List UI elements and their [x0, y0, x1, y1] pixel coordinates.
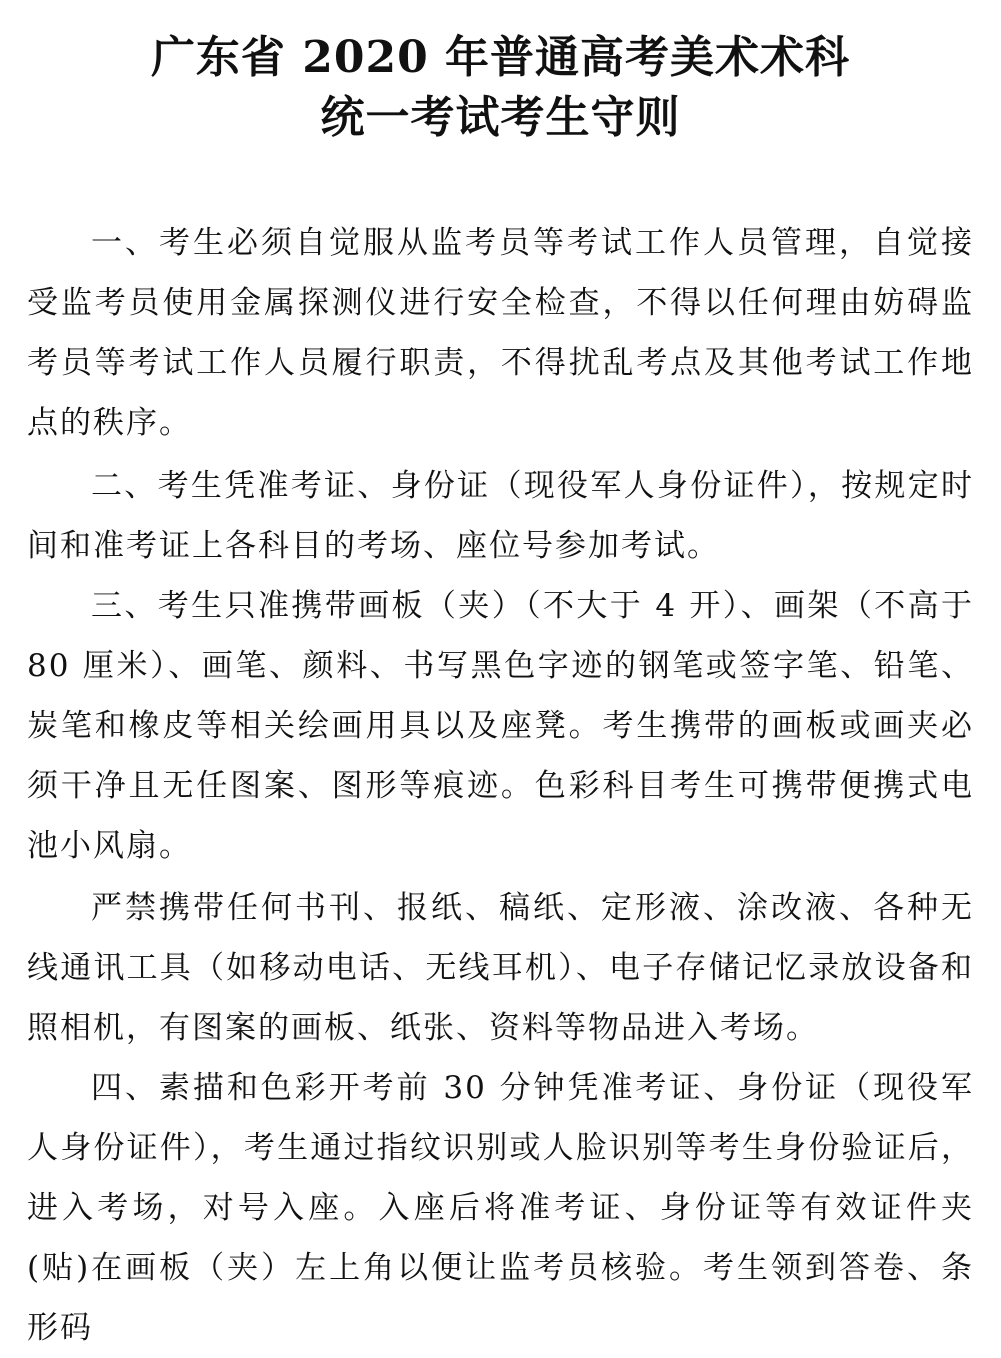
paragraph-rule-2: 二、考生凭准考证、身份证（现役军人身份证件），按规定时间和准考证上各科目的考场、座位号参加考试。 — [27, 468, 974, 564]
paragraph-prohibited-items: 严禁携带任何书刊、报纸、稿纸、定形液、涂改液、各种无线通讯工具（如移动电话、无线耳机）、电子存储记忆录放设备和照相机，有图案的画板、纸张、资料等物品进入考场。 — [27, 890, 974, 1046]
document-title-line-2: 统一考试考生守则 — [320, 92, 681, 143]
document-title-line-1: 广东省 2020 年普通高考美术术科 — [150, 32, 851, 83]
paragraph-rule-4: 四、素描和色彩开考前 30 分钟凭准考证、身份证（现役军人身份证件），考生通过指纹识别或人脸识别等考生身份验证后，进入考场，对号入座。入座后将准考证、身份证等有效证件夹(贴)在画板（夹）左上角以便让监考员核验。考生领到答卷、条形码 — [27, 1070, 974, 1346]
paragraph-rule-3: 三、考生只准携带画板（夹）（不大于 4 开）、画架（不高于 80 厘米）、画笔、颜料、书写黑色字迹的钢笔或签字笔、铅笔、炭笔和橡皮等相关绘画用具以及座凳。考生携带的画板或画夹必须干净且无任图案、图形等痕迹。色彩科目考生可携带便携式电池小风扇。 — [27, 588, 974, 864]
paragraph-rule-1: 一、考生必须自觉服从监考员等考试工作人员管理，自觉接受监考员使用金属探测仪进行安全检查，不得以任何理由妨碍监考员等考试工作人员履行职责，不得扰乱考点及其他考试工作地点的秩序。 — [27, 225, 974, 441]
